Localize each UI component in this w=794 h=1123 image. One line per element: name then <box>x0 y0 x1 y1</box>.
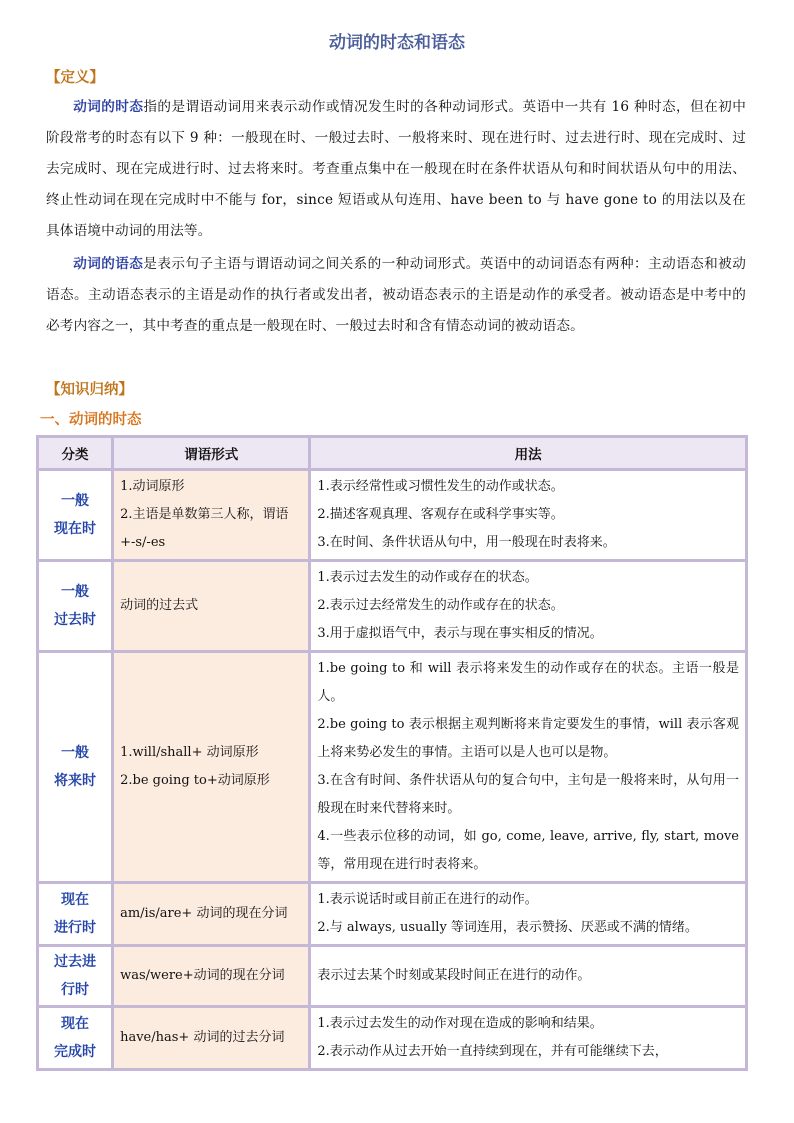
category-line: 一般 <box>61 493 90 509</box>
usage-line: 2.be going to 表示根据主观判断将来肯定要发生的事情，will 表示客观上将来势必发生的事情。主语可以是人也可以是物。 <box>317 717 739 760</box>
category-line: 一般 <box>61 584 90 600</box>
form-cell <box>114 947 308 1005</box>
table-row <box>39 562 745 650</box>
usage-line: 3.用于虚拟语气中，表示与现在事实相反的情况。 <box>317 626 603 641</box>
category-cell <box>39 471 111 559</box>
usage-cell <box>311 1008 745 1068</box>
usage-line: 4.一些表示位移的动词，如 go, come, leave, arrive, fly, start, move 等，常用现在进行时表将来。 <box>317 829 739 872</box>
definition-heading: 【定义】 <box>46 70 104 86</box>
form-line: am/is/are+ 动词的现在分词 <box>120 906 288 921</box>
header-usage: 用法 <box>311 438 745 468</box>
section-tense-heading: 一、动词的时态 <box>40 412 142 428</box>
tense-table <box>36 435 748 1071</box>
category-line: 行时 <box>61 982 90 998</box>
usage-line: 2.描述客观真理、客观存在或科学事实等。 <box>317 507 564 522</box>
usage-line: 2.与 always, usually 等词连用，表示赞扬、厌恶或不满的情绪。 <box>317 920 698 935</box>
usage-line: 1.be going to 和 will 表示将来发生的动作或存在的状态。主语一般是人。 <box>317 661 739 704</box>
form-line: 1.动词原形 <box>120 479 185 494</box>
header-form: 谓语形式 <box>114 438 308 468</box>
keyword-tense: 动词的时态 <box>73 99 144 115</box>
definition-paragraph-voice <box>46 249 746 342</box>
usage-cell <box>311 562 745 650</box>
category-line: 过去进 <box>54 954 97 970</box>
category-cell <box>39 562 111 650</box>
keyword-voice: 动词的语态 <box>73 256 144 272</box>
usage-line: 3.在含有时间、条件状语从句的复合句中，主句是一般将来时，从句用一般现在时来代替将来时。 <box>317 773 739 816</box>
usage-line: 1.表示过去发生的动作或存在的状态。 <box>317 570 538 585</box>
table-row <box>39 653 745 881</box>
form-cell <box>114 653 308 881</box>
category-cell <box>39 884 111 944</box>
table-row <box>39 947 745 1005</box>
page-title: 动词的时态和语态 <box>329 33 465 53</box>
header-category: 分类 <box>39 438 111 468</box>
usage-cell <box>311 884 745 944</box>
usage-line: 1.表示过去发生的动作对现在造成的影响和结果。 <box>317 1016 603 1031</box>
category-line: 进行时 <box>54 920 97 936</box>
form-cell <box>114 471 308 559</box>
usage-line: 表示过去某个时刻或某段时间正在进行的动作。 <box>317 968 591 983</box>
usage-line: 1.表示说话时或目前正在进行的动作。 <box>317 892 538 907</box>
form-line: 动词的过去式 <box>120 598 199 613</box>
form-line: was/were+动词的现在分词 <box>120 968 285 983</box>
form-line: have/has+ 动词的过去分词 <box>120 1030 285 1045</box>
category-cell <box>39 1008 111 1068</box>
form-line: 2.主语是单数第三人称，谓语+-s/-es <box>120 507 289 550</box>
category-line: 现在 <box>61 892 90 908</box>
category-line: 现在 <box>61 1016 90 1032</box>
table-row <box>39 471 745 559</box>
form-cell <box>114 884 308 944</box>
category-line: 一般 <box>61 745 90 761</box>
usage-line: 3.在时间、条件状语从句中，用一般现在时表将来。 <box>317 535 616 550</box>
table-row <box>39 884 745 944</box>
knowledge-heading: 【知识归纳】 <box>46 382 133 398</box>
form-cell <box>114 1008 308 1068</box>
tense-text: 指的是谓语动词用来表示动作或情况发生时的各种动词形式。英语中一共有 16 种时态，但在初中阶段常考的时态有以下 9 种：一般现在时、一般过去时、一般将来时、现在进行时、过去进行时、现在完成时、过去完成时、现在完成进行时、过去将来时。考查重点集中在一般现在时在条件状语从句和时间状语从句中的用法、终止性动词在现在完成时中不能与 for，since 短语或从句连用、have been to 与 have gone to 的用法以及在具体语境中动词的用法等。 <box>46 99 747 239</box>
voice-text: 是表示句子主语与谓语动词之间关系的一种动词形式。英语中的动词语态有两种：主动语态和被动语态。主动语态表示的主语是动作的执行者或发出者，被动语态表示的主语是动作的承受者。被动语态是中考中的必考内容之一，其中考查的重点是一般现在时、一般过去时和含有情态动词的被动语态。 <box>46 256 746 334</box>
category-line: 完成时 <box>54 1044 97 1060</box>
usage-cell <box>311 653 745 881</box>
form-cell <box>114 562 308 650</box>
usage-cell <box>311 471 745 559</box>
usage-cell <box>311 947 745 1005</box>
usage-line: 2.表示过去经常发生的动作或存在的状态。 <box>317 598 564 613</box>
definition-paragraph-tense <box>46 92 746 247</box>
form-line: 2.be going to+动词原形 <box>120 773 270 788</box>
category-line: 现在时 <box>54 521 97 537</box>
category-line: 将来时 <box>54 773 97 789</box>
category-line: 过去时 <box>54 612 97 628</box>
category-cell <box>39 653 111 881</box>
table-header-row <box>39 438 745 468</box>
usage-line: 2.表示动作从过去开始一直持续到现在，并有可能继续下去， <box>317 1044 668 1059</box>
table-row <box>39 1008 745 1068</box>
form-line: 1.will/shall+ 动词原形 <box>120 745 259 760</box>
usage-line: 1.表示经常性或习惯性发生的动作或状态。 <box>317 479 564 494</box>
category-cell <box>39 947 111 1005</box>
